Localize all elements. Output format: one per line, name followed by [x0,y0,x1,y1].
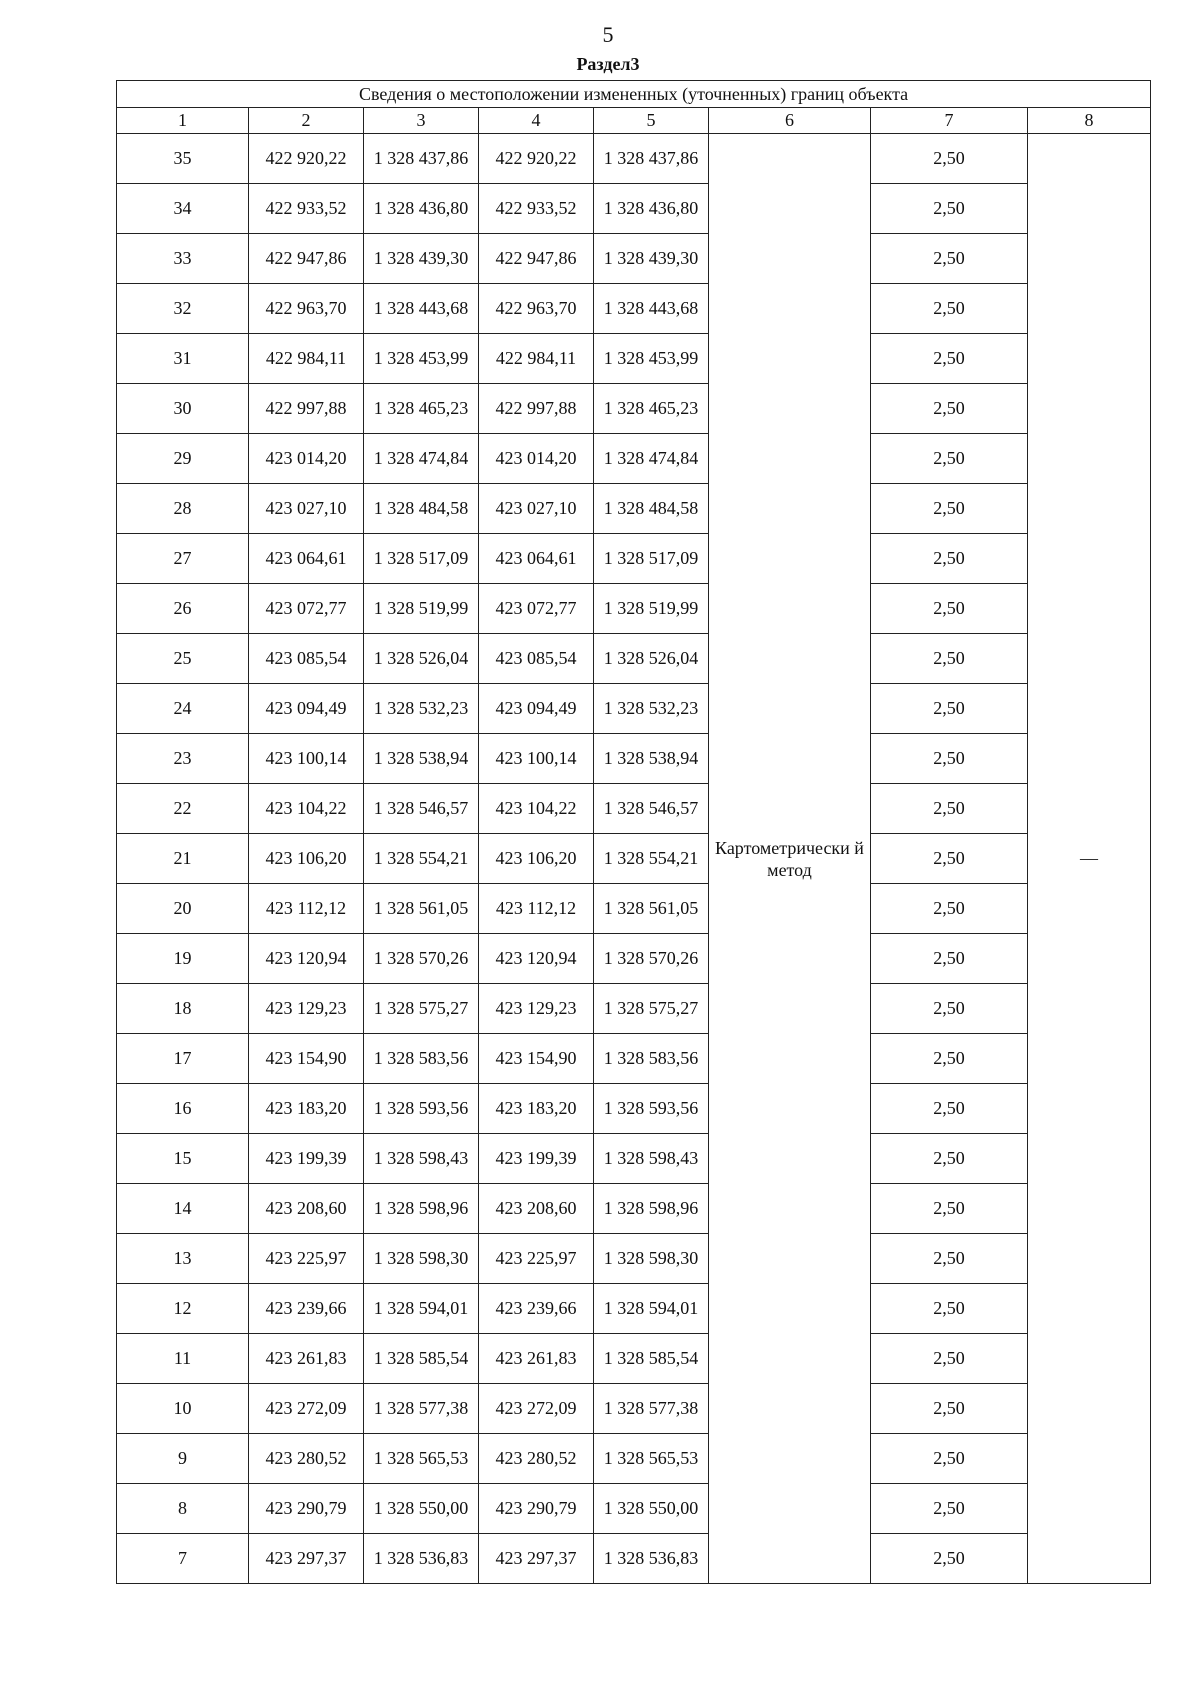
table-row [117,634,1151,684]
x-new-cell: 423 225,97 [479,1234,594,1284]
point-number-cell: 30 [117,384,249,434]
x-new-cell: 423 199,39 [479,1134,594,1184]
accuracy-cell: 2,50 [871,1084,1028,1134]
y-new-cell: 1 328 594,01 [594,1284,709,1334]
table-row [117,1484,1151,1534]
point-number-cell: 14 [117,1184,249,1234]
y-old-cell: 1 328 583,56 [364,1034,479,1084]
point-number-cell: 23 [117,734,249,784]
accuracy-cell: 2,50 [871,384,1028,434]
y-old-cell: 1 328 594,01 [364,1284,479,1334]
column-header: 2 [249,108,364,134]
point-number-cell: 27 [117,534,249,584]
note-cell: — [1028,134,1151,1584]
point-number-cell: 19 [117,934,249,984]
y-old-cell: 1 328 598,30 [364,1234,479,1284]
x-old-cell: 423 112,12 [249,884,364,934]
table-row [117,834,1151,884]
x-new-cell: 423 027,10 [479,484,594,534]
point-number-cell: 13 [117,1234,249,1284]
point-number-cell: 8 [117,1484,249,1534]
point-number-cell: 33 [117,234,249,284]
x-new-cell: 423 208,60 [479,1184,594,1234]
accuracy-cell: 2,50 [871,734,1028,784]
y-old-cell: 1 328 536,83 [364,1534,479,1584]
y-new-cell: 1 328 437,86 [594,134,709,184]
accuracy-cell: 2,50 [871,584,1028,634]
y-new-cell: 1 328 484,58 [594,484,709,534]
y-new-cell: 1 328 561,05 [594,884,709,934]
x-new-cell: 423 094,49 [479,684,594,734]
x-old-cell: 423 064,61 [249,534,364,584]
table-row [117,334,1151,384]
x-new-cell: 423 129,23 [479,984,594,1034]
y-new-cell: 1 328 474,84 [594,434,709,484]
table-row [117,184,1151,234]
x-old-cell: 422 933,52 [249,184,364,234]
column-header: 7 [871,108,1028,134]
point-number-cell: 7 [117,1534,249,1584]
table-row [117,584,1151,634]
x-new-cell: 423 112,12 [479,884,594,934]
y-old-cell: 1 328 565,53 [364,1434,479,1484]
accuracy-cell: 2,50 [871,184,1028,234]
table-row [117,484,1151,534]
accuracy-cell: 2,50 [871,134,1028,184]
y-old-cell: 1 328 484,58 [364,484,479,534]
x-old-cell: 423 094,49 [249,684,364,734]
y-new-cell: 1 328 598,30 [594,1234,709,1284]
column-header: 8 [1028,108,1151,134]
accuracy-cell: 2,50 [871,784,1028,834]
y-old-cell: 1 328 561,05 [364,884,479,934]
point-number-cell: 15 [117,1134,249,1184]
column-header: 1 [117,108,249,134]
table-row [117,1334,1151,1384]
table-row [117,1184,1151,1234]
y-old-cell: 1 328 437,86 [364,134,479,184]
y-old-cell: 1 328 465,23 [364,384,479,434]
y-new-cell: 1 328 465,23 [594,384,709,434]
y-old-cell: 1 328 570,26 [364,934,479,984]
x-old-cell: 423 014,20 [249,434,364,484]
table-row [117,234,1151,284]
y-new-cell: 1 328 570,26 [594,934,709,984]
y-old-cell: 1 328 598,43 [364,1134,479,1184]
x-new-cell: 423 104,22 [479,784,594,834]
y-new-cell: 1 328 538,94 [594,734,709,784]
table-row [117,884,1151,934]
accuracy-cell: 2,50 [871,1284,1028,1334]
y-old-cell: 1 328 474,84 [364,434,479,484]
table-row [117,984,1151,1034]
x-new-cell: 423 100,14 [479,734,594,784]
point-number-cell: 18 [117,984,249,1034]
method-cell: Картометрически й метод [709,134,871,1584]
y-new-cell: 1 328 577,38 [594,1384,709,1434]
y-old-cell: 1 328 550,00 [364,1484,479,1534]
column-header: 4 [479,108,594,134]
y-new-cell: 1 328 554,21 [594,834,709,884]
x-old-cell: 423 100,14 [249,734,364,784]
accuracy-cell: 2,50 [871,984,1028,1034]
x-old-cell: 423 104,22 [249,784,364,834]
point-number-cell: 11 [117,1334,249,1384]
coordinates-table [116,80,1151,1584]
x-new-cell: 423 280,52 [479,1434,594,1484]
x-new-cell: 423 014,20 [479,434,594,484]
x-new-cell: 422 997,88 [479,384,594,434]
point-number-cell: 9 [117,1434,249,1484]
point-number-cell: 32 [117,284,249,334]
accuracy-cell: 2,50 [871,1484,1028,1534]
y-new-cell: 1 328 519,99 [594,584,709,634]
x-new-cell: 422 920,22 [479,134,594,184]
point-number-cell: 28 [117,484,249,534]
y-new-cell: 1 328 439,30 [594,234,709,284]
y-new-cell: 1 328 598,96 [594,1184,709,1234]
x-old-cell: 423 120,94 [249,934,364,984]
table-row [117,434,1151,484]
accuracy-cell: 2,50 [871,1234,1028,1284]
x-new-cell: 422 933,52 [479,184,594,234]
y-new-cell: 1 328 436,80 [594,184,709,234]
x-old-cell: 423 261,83 [249,1334,364,1384]
table-row [117,1534,1151,1584]
x-old-cell: 423 225,97 [249,1234,364,1284]
x-new-cell: 423 290,79 [479,1484,594,1534]
column-header: 5 [594,108,709,134]
y-new-cell: 1 328 526,04 [594,634,709,684]
point-number-cell: 24 [117,684,249,734]
x-new-cell: 423 261,83 [479,1334,594,1384]
y-old-cell: 1 328 598,96 [364,1184,479,1234]
point-number-cell: 26 [117,584,249,634]
section-title: Раздел3 [576,54,640,74]
table-row [117,734,1151,784]
table-row [117,134,1151,184]
x-old-cell: 423 290,79 [249,1484,364,1534]
table-row [117,1434,1151,1484]
table-row [117,1134,1151,1184]
x-old-cell: 423 027,10 [249,484,364,534]
x-new-cell: 422 963,70 [479,284,594,334]
point-number-cell: 29 [117,434,249,484]
accuracy-cell: 2,50 [871,234,1028,284]
accuracy-cell: 2,50 [871,1184,1028,1234]
y-new-cell: 1 328 575,27 [594,984,709,1034]
table-row [117,1034,1151,1084]
accuracy-cell: 2,50 [871,334,1028,384]
table-row [117,1284,1151,1334]
point-number-cell: 20 [117,884,249,934]
y-old-cell: 1 328 532,23 [364,684,479,734]
x-new-cell: 423 120,94 [479,934,594,984]
table-row [117,684,1151,734]
accuracy-cell: 2,50 [871,284,1028,334]
accuracy-cell: 2,50 [871,1384,1028,1434]
accuracy-cell: 2,50 [871,1034,1028,1084]
y-new-cell: 1 328 565,53 [594,1434,709,1484]
x-old-cell: 422 947,86 [249,234,364,284]
y-old-cell: 1 328 577,38 [364,1384,479,1434]
y-new-cell: 1 328 546,57 [594,784,709,834]
y-new-cell: 1 328 532,23 [594,684,709,734]
y-old-cell: 1 328 436,80 [364,184,479,234]
accuracy-cell: 2,50 [871,834,1028,884]
accuracy-cell: 2,50 [871,684,1028,734]
table-row [117,534,1151,584]
point-number-cell: 21 [117,834,249,884]
y-new-cell: 1 328 536,83 [594,1534,709,1584]
table-row [117,384,1151,434]
table-row [117,1084,1151,1134]
y-new-cell: 1 328 443,68 [594,284,709,334]
y-old-cell: 1 328 593,56 [364,1084,479,1134]
x-new-cell: 422 984,11 [479,334,594,384]
header-row [117,108,1151,134]
accuracy-cell: 2,50 [871,934,1028,984]
table-row [117,784,1151,834]
point-number-cell: 31 [117,334,249,384]
y-old-cell: 1 328 517,09 [364,534,479,584]
y-new-cell: 1 328 550,00 [594,1484,709,1534]
point-number-cell: 17 [117,1034,249,1084]
accuracy-cell: 2,50 [871,484,1028,534]
y-new-cell: 1 328 585,54 [594,1334,709,1384]
point-number-cell: 22 [117,784,249,834]
y-old-cell: 1 328 519,99 [364,584,479,634]
x-old-cell: 422 997,88 [249,384,364,434]
x-new-cell: 423 085,54 [479,634,594,684]
point-number-cell: 12 [117,1284,249,1334]
y-old-cell: 1 328 526,04 [364,634,479,684]
x-new-cell: 423 106,20 [479,834,594,884]
x-old-cell: 423 106,20 [249,834,364,884]
y-new-cell: 1 328 583,56 [594,1034,709,1084]
y-old-cell: 1 328 453,99 [364,334,479,384]
point-number-cell: 35 [117,134,249,184]
y-old-cell: 1 328 538,94 [364,734,479,784]
y-new-cell: 1 328 517,09 [594,534,709,584]
y-old-cell: 1 328 546,57 [364,784,479,834]
x-old-cell: 423 239,66 [249,1284,364,1334]
accuracy-cell: 2,50 [871,1134,1028,1184]
x-old-cell: 422 984,11 [249,334,364,384]
x-new-cell: 423 239,66 [479,1284,594,1334]
x-old-cell: 423 208,60 [249,1184,364,1234]
x-old-cell: 423 183,20 [249,1084,364,1134]
accuracy-cell: 2,50 [871,634,1028,684]
accuracy-cell: 2,50 [871,1534,1028,1584]
table-row [117,284,1151,334]
x-new-cell: 423 272,09 [479,1384,594,1434]
x-new-cell: 423 072,77 [479,584,594,634]
accuracy-cell: 2,50 [871,1334,1028,1384]
x-new-cell: 423 064,61 [479,534,594,584]
x-old-cell: 422 920,22 [249,134,364,184]
y-old-cell: 1 328 554,21 [364,834,479,884]
x-old-cell: 423 272,09 [249,1384,364,1434]
y-old-cell: 1 328 443,68 [364,284,479,334]
y-new-cell: 1 328 593,56 [594,1084,709,1134]
x-old-cell: 423 154,90 [249,1034,364,1084]
y-new-cell: 1 328 453,99 [594,334,709,384]
column-header: 3 [364,108,479,134]
x-old-cell: 422 963,70 [249,284,364,334]
accuracy-cell: 2,50 [871,1434,1028,1484]
x-old-cell: 423 199,39 [249,1134,364,1184]
x-new-cell: 423 297,37 [479,1534,594,1584]
x-new-cell: 422 947,86 [479,234,594,284]
x-old-cell: 423 297,37 [249,1534,364,1584]
point-number-cell: 10 [117,1384,249,1434]
x-old-cell: 423 072,77 [249,584,364,634]
y-new-cell: 1 328 598,43 [594,1134,709,1184]
point-number-cell: 16 [117,1084,249,1134]
accuracy-cell: 2,50 [871,434,1028,484]
table-caption: Сведения о местоположении измененных (уточненных) границ объекта [117,81,1151,108]
table-row [117,1384,1151,1434]
table-row [117,934,1151,984]
accuracy-cell: 2,50 [871,534,1028,584]
y-old-cell: 1 328 439,30 [364,234,479,284]
y-old-cell: 1 328 585,54 [364,1334,479,1384]
x-old-cell: 423 129,23 [249,984,364,1034]
point-number-cell: 25 [117,634,249,684]
accuracy-cell: 2,50 [871,884,1028,934]
page-number: 5 [602,22,614,47]
column-header: 6 [709,108,871,134]
x-old-cell: 423 085,54 [249,634,364,684]
point-number-cell: 34 [117,184,249,234]
x-new-cell: 423 154,90 [479,1034,594,1084]
x-old-cell: 423 280,52 [249,1434,364,1484]
y-old-cell: 1 328 575,27 [364,984,479,1034]
table-row [117,1234,1151,1284]
x-new-cell: 423 183,20 [479,1084,594,1134]
